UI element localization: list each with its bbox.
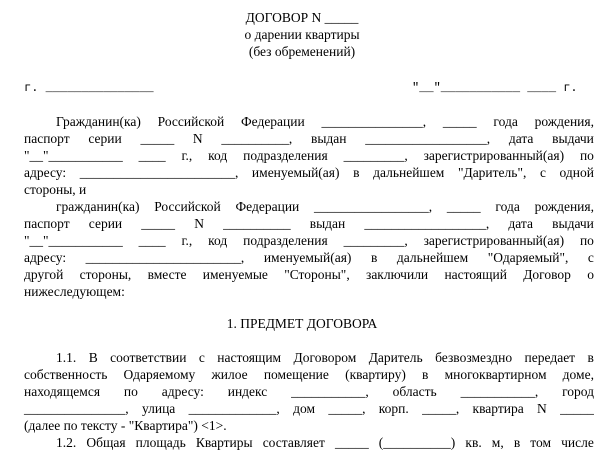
text-fragment: _________________, [314, 199, 433, 214]
text-fragment: Гражданин(ка) [56, 114, 141, 129]
place-field: г. _______________ [24, 81, 154, 95]
text-fragment: _____ [334, 435, 369, 450]
text-fragment: именуемый(ая) [251, 165, 340, 180]
party1-line4 [24, 164, 594, 181]
text-fragment: серии [88, 131, 122, 146]
text-fragment: __________, [221, 131, 293, 146]
text-fragment: код [208, 233, 228, 248]
text-fragment: "Одаряемый", [487, 250, 569, 265]
text-fragment: область [392, 384, 437, 399]
text-fragment: "__"___________ [24, 233, 123, 248]
text-fragment: в [513, 435, 521, 450]
text-fragment: кв. [465, 435, 482, 450]
text-fragment: с [539, 165, 546, 180]
text-fragment: выдачи [552, 131, 594, 146]
text-fragment: г., [181, 233, 193, 248]
text-fragment: выдан [310, 131, 347, 146]
text-fragment: площадь [135, 435, 186, 450]
text-fragment: __________________, [365, 131, 491, 146]
text-fragment: по [579, 233, 594, 248]
text-fragment: Федерации [240, 114, 305, 129]
party1-line5: стороны, и [24, 182, 87, 197]
text-fragment: о [587, 267, 594, 282]
text-fragment: __________________, [364, 216, 490, 231]
text-fragment: _________, [343, 233, 408, 248]
clause-1-1-line3 [24, 383, 594, 400]
text-fragment: _________, [343, 148, 408, 163]
party2-line1 [56, 198, 594, 215]
text-fragment: Российской [157, 114, 225, 129]
text-fragment: паспорт [24, 216, 70, 231]
text-fragment: доме, [562, 367, 594, 382]
text-fragment: "Стороны", [284, 267, 350, 282]
text-fragment: м, [491, 435, 504, 450]
party1-line2 [24, 130, 594, 147]
text-fragment: выдан [309, 216, 346, 231]
text-fragment: гражданин(ка) [56, 199, 140, 214]
text-fragment: серии [88, 216, 123, 231]
text-fragment: в [353, 165, 360, 180]
text-fragment: выдачи [552, 216, 594, 231]
text-fragment: 1.1. [56, 350, 77, 365]
clause-1-1-line5: (далее по тексту - "Квартира") <1>. [24, 418, 227, 433]
text-fragment: Общая [86, 435, 126, 450]
text-fragment: ____ [138, 233, 166, 248]
party2-line4 [24, 249, 594, 266]
text-fragment: город [562, 384, 594, 399]
text-fragment: составляет [262, 435, 325, 450]
text-fragment: помещение [263, 367, 329, 382]
clause-1-2-line1 [56, 434, 594, 451]
text-fragment: дальнейшем [396, 250, 469, 265]
clause-1-1-line1 [56, 349, 594, 366]
text-fragment: _______________, [321, 114, 427, 129]
text-fragment: Одаряемому [123, 367, 196, 382]
text-fragment: _____, [422, 401, 460, 416]
text-fragment: числе [561, 435, 594, 450]
text-fragment: многоквартирном [444, 367, 547, 382]
text-fragment: том [530, 435, 552, 450]
party1-line1 [56, 113, 594, 130]
text-fragment: _____ [140, 131, 175, 146]
text-fragment: другой [24, 267, 64, 282]
text-fragment: квартира [472, 401, 524, 416]
text-fragment: безвозмездно [435, 350, 513, 365]
text-fragment: г., [181, 148, 193, 163]
text-fragment: (__________) [378, 435, 456, 450]
text-fragment: (квартиру) [345, 367, 406, 382]
text-fragment: в [370, 250, 378, 265]
text-fragment: Даритель [368, 350, 423, 365]
text-fragment: "Даритель", [457, 165, 527, 180]
clause-1-1-line2 [24, 366, 594, 383]
text-fragment: _______________, [24, 401, 129, 416]
text-fragment: находящемся [24, 384, 101, 399]
text-fragment: рождения, [534, 114, 594, 129]
text-fragment: N [537, 401, 547, 416]
text-fragment: настоящий [444, 267, 507, 282]
section1-heading: 1. ПРЕДМЕТ ДОГОВОРА [226, 316, 378, 331]
text-fragment: именуемый(ая) [263, 250, 352, 265]
document-note: (без обременений) [248, 44, 356, 59]
text-fragment: Российской [154, 199, 221, 214]
text-fragment: ____ [138, 148, 166, 163]
text-fragment: _______________________, [85, 250, 245, 265]
text-fragment: адресу: [24, 250, 67, 265]
text-fragment: _____ [442, 114, 477, 129]
text-fragment: дом [293, 401, 315, 416]
text-fragment: передает [524, 350, 576, 365]
text-fragment: адресу: [24, 165, 67, 180]
text-fragment: по [123, 384, 138, 399]
text-fragment: настоящим [217, 350, 282, 365]
text-fragment: жилое [211, 367, 248, 382]
text-fragment: В [88, 350, 98, 365]
clause-1-1-line4 [24, 400, 594, 417]
text-fragment: 1.2. [56, 435, 77, 450]
party2-line2 [24, 215, 594, 232]
text-fragment: дата [508, 216, 533, 231]
text-fragment: _______________________, [79, 165, 239, 180]
text-fragment: стороны, [79, 267, 132, 282]
text-fragment: ___________, [291, 384, 369, 399]
text-fragment: корп. [378, 401, 409, 416]
text-fragment: в [422, 367, 429, 382]
text-fragment: Договор [523, 267, 571, 282]
text-fragment: дальнейшем [373, 165, 445, 180]
text-fragment: одной [559, 165, 594, 180]
text-fragment: подразделения [243, 148, 328, 163]
text-fragment: N [194, 216, 204, 231]
text-fragment: __________ [223, 216, 291, 231]
document-title: ДОГОВОР N _____ [245, 10, 359, 25]
text-fragment: адресу: [161, 384, 204, 399]
text-fragment: код [208, 148, 228, 163]
text-fragment: _____ [446, 199, 481, 214]
party1-line3 [24, 147, 594, 164]
text-fragment: _____ [141, 216, 176, 231]
party2-line6: нижеследующем: [24, 284, 125, 299]
text-fragment: паспорт [24, 131, 70, 146]
text-fragment: _____, [328, 401, 366, 416]
text-fragment: дата [508, 131, 534, 146]
text-fragment: _____ [560, 401, 594, 416]
text-fragment: Договором [293, 350, 357, 365]
text-fragment: N [192, 131, 203, 146]
text-fragment: соответствии [110, 350, 187, 365]
text-fragment: года [495, 199, 520, 214]
text-fragment: в [587, 350, 594, 365]
document-subtitle: о дарении квартиры [244, 27, 360, 42]
party2-line5 [24, 266, 594, 283]
text-fragment: Квартиры [195, 435, 253, 450]
text-fragment: года [493, 114, 518, 129]
text-fragment: Федерации [235, 199, 300, 214]
text-fragment: по [579, 148, 594, 163]
date-field: "__"___________ ____ г. [412, 81, 578, 95]
text-fragment: вместе [147, 267, 187, 282]
party2-line3 [24, 232, 594, 249]
text-fragment: заключили [365, 267, 429, 282]
text-fragment: зарегистрированный(ая) [423, 148, 565, 163]
text-fragment: собственность [24, 367, 108, 382]
text-fragment: с [587, 250, 594, 265]
text-fragment: _____________, [188, 401, 280, 416]
text-fragment: зарегистрированный(ая) [423, 233, 565, 248]
text-fragment: с [198, 350, 205, 365]
text-fragment: ___________, [460, 384, 539, 399]
text-fragment: именуемые [202, 267, 268, 282]
text-fragment: подразделения [243, 233, 328, 248]
text-fragment: улица [141, 401, 176, 416]
text-fragment: "__"___________ [24, 148, 123, 163]
text-fragment: рождения, [534, 199, 594, 214]
text-fragment: индекс [227, 384, 268, 399]
